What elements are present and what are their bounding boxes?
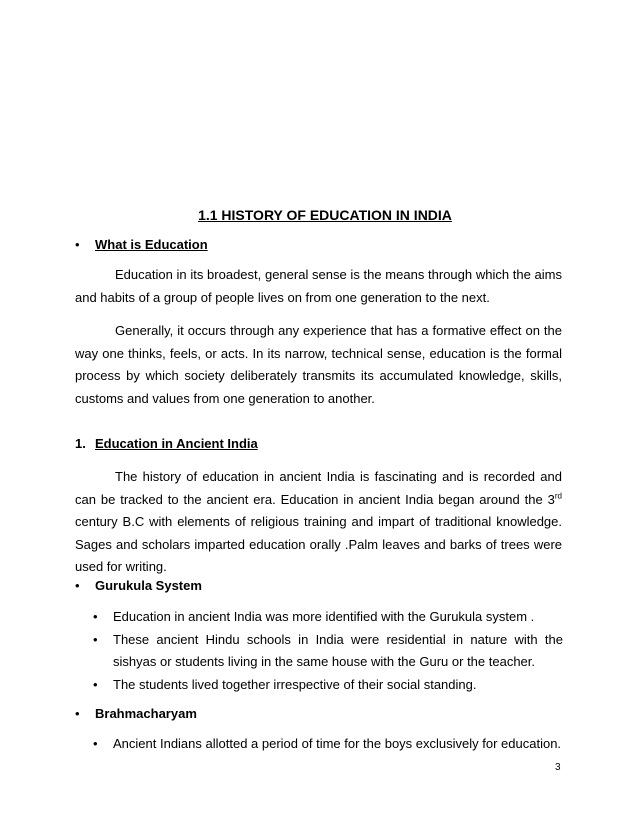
paragraph-text: century B.C with elements of religious training and impart of traditional knowledge. Sages and scholars imparted education orally .Palm leaves and barks of trees were used for writing.: [75, 514, 562, 574]
paragraph: [75, 264, 562, 309]
paragraph: [75, 320, 562, 410]
ancient-india-heading: [75, 436, 258, 451]
heading-text: Brahmacharyam: [95, 706, 197, 721]
bullet-icon: •: [75, 237, 80, 252]
paragraph-text: The history of education in ancient India is fascinating and is recorded and can be tracked to the ancient era. Education in ancient India began around the 3: [75, 469, 562, 507]
gurukula-heading: [75, 578, 202, 593]
heading-text: Education in Ancient India: [95, 436, 258, 451]
paragraph-text: Education in its broadest, general sense is the means through which the aims and habits of a group of people lives on from one generation to the next.: [75, 267, 562, 305]
section-number: 1.: [75, 436, 86, 451]
brahmacharyam-list: [93, 733, 563, 756]
heading-text: What is Education: [95, 237, 208, 252]
list-item: • Ancient Indians allotted a period of time for the boys exclusively for education.: [93, 733, 563, 756]
brahmacharyam-heading: [75, 706, 197, 721]
list-item: • These ancient Hindu schools in India were residential in nature with the sishyas or students living in the same house with the Guru or the teacher.: [93, 629, 563, 674]
paragraph: [75, 466, 562, 579]
list-item: • The students lived together irrespective of their social standing.: [93, 674, 563, 697]
superscript: rd: [554, 491, 562, 501]
page-number: 3: [555, 762, 561, 773]
bullet-icon: •: [75, 578, 80, 593]
list-item: • Education in ancient India was more identified with the Gurukula system .: [93, 606, 563, 629]
paragraph-text: Generally, it occurs through any experience that has a formative effect on the way one thinks, feels, or acts. In its narrow, technical sense, education is the formal process by which society deliberately transmits its accumulated knowledge, skills, customs and values from one generation to another.: [75, 323, 562, 406]
gurukula-list: [93, 606, 563, 696]
page-title: 1.1 HISTORY OF EDUCATION IN INDIA: [198, 207, 452, 223]
heading-text: Gurukula System: [95, 578, 202, 593]
what-is-education-heading: [75, 237, 208, 252]
bullet-icon: •: [75, 706, 80, 721]
